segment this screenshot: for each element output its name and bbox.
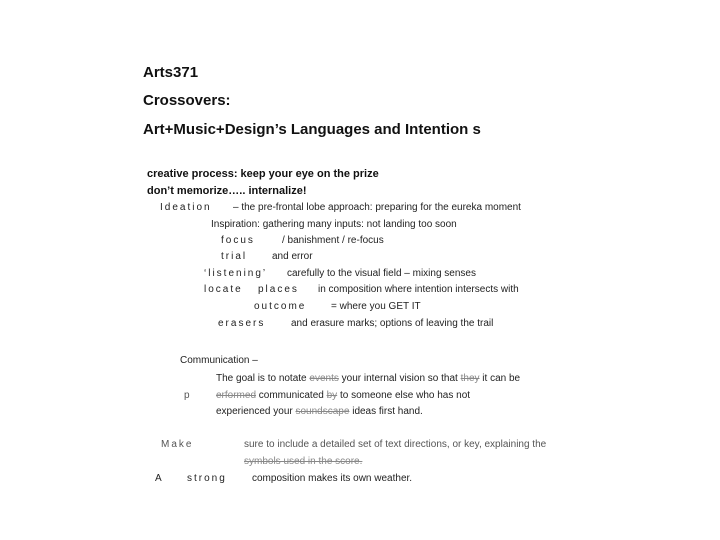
- communication-heading: Communication –: [180, 355, 258, 366]
- ideation-text: – the pre-frontal lobe approach: preparing for the eureka moment: [233, 202, 521, 213]
- erasers-text: and erasure marks; options of leaving the trail: [291, 318, 494, 329]
- term-places: places: [258, 284, 299, 295]
- struck-word: they: [460, 373, 480, 384]
- communication-row-2: [216, 390, 470, 401]
- locate-text: in composition where intention intersects with: [318, 284, 519, 295]
- term-outcome: outcome: [254, 301, 307, 312]
- inspiration-line: Inspiration: gathering many inputs: not landing too soon: [211, 219, 457, 230]
- final-text: composition makes its own weather.: [252, 473, 413, 484]
- communication-row-3: [216, 406, 423, 417]
- term-strong: strong: [187, 473, 227, 484]
- term-ideation: Ideation: [160, 202, 212, 213]
- focus-text: / banishment / re-focus: [282, 235, 384, 246]
- struck-word: erformed: [216, 390, 257, 401]
- subtitle: Crossovers:: [143, 92, 231, 109]
- term-listening: ‘listening’: [204, 268, 268, 279]
- final-a: A: [155, 473, 162, 484]
- outcome-text: = where you GET IT: [331, 301, 421, 312]
- term-make: Make: [161, 439, 194, 450]
- heading: Art+Music+Design’s Languages and Intention s: [143, 121, 481, 138]
- text-segment: your internal vision so that: [338, 373, 461, 384]
- text-segment: communicated: [256, 390, 327, 401]
- term-trial: trial: [221, 251, 248, 262]
- text-segment: The goal is to notate: [216, 373, 310, 384]
- struck-word: events: [309, 373, 339, 384]
- line-creative-process: creative process: keep your eye on the prize: [147, 168, 379, 180]
- communication-row-1: [216, 373, 520, 384]
- term-locate: locate: [204, 284, 243, 295]
- trial-text: and error: [272, 251, 313, 262]
- text-segment: it can be: [479, 373, 521, 384]
- text-segment: ideas first hand.: [349, 406, 423, 417]
- text-segment: to someone else who has not: [337, 390, 471, 401]
- struck-word: by: [326, 390, 338, 401]
- text-segment: experienced your: [216, 406, 296, 417]
- make-text: sure to include a detailed set of text directions, or key, explaining the: [244, 439, 547, 450]
- page-title: Arts371: [143, 64, 199, 81]
- term-erasers: erasers: [218, 318, 266, 329]
- term-focus: focus: [221, 235, 255, 246]
- make-text-continued: symbols used in the score.: [244, 456, 363, 467]
- line-dont-memorize: don’t memorize….. internalize!: [147, 185, 307, 197]
- listening-text: carefully to the visual field – mixing senses: [287, 268, 476, 279]
- struck-word: soundscape: [295, 406, 350, 417]
- letter-p: p: [184, 390, 190, 401]
